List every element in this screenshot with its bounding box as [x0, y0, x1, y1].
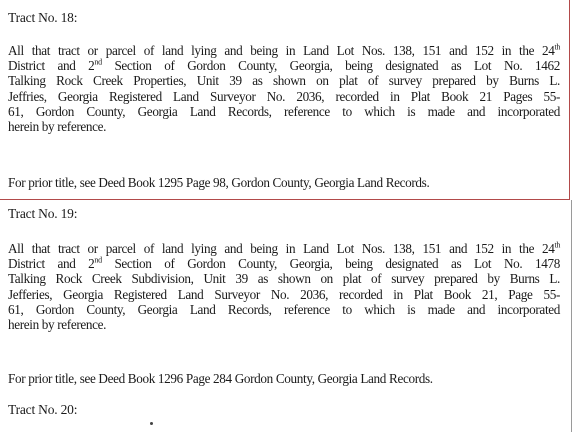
- ordinal-suffix: nd: [94, 255, 102, 265]
- tract-19-line-1: [8, 241, 560, 256]
- tract-18-line-1-text: All that tract or parcel of land lying and being in Land Lot Nos. 138, 151 and 152 in the 24: [8, 43, 555, 58]
- tract-18-line-2b: Section of Gordon County, Georgia, being designated as Lot No. 1462: [101, 58, 561, 74]
- tract-18-line-5: 61, Gordon County, Georgia Land Records, reference to which is made and incorporated: [8, 103, 560, 119]
- tract-19-line-3: Talking Rock Creek Subdivision, Unit 39 as shown on plat of survey prepared by Burns L.: [8, 271, 560, 287]
- tract-19-heading: Tract No. 19:: [8, 206, 78, 221]
- tract-18-line-1: [8, 43, 560, 58]
- tract-19-line-5: 61, Gordon County, Georgia Land Records, reference to which is made and incorporated: [8, 301, 560, 317]
- tract-18-line-3: Talking Rock Creek Properties, Unit 39 as shown on plat of survey prepared by Burns L.: [8, 73, 560, 89]
- tract-19-line-4: Jefferies, Georgia Registered Land Surveyor No. 2036, recorded in Plat Book 21, Page 55-: [8, 286, 560, 302]
- tract-18-line-2a: District and 2: [8, 58, 95, 74]
- tract-19-line-2a: District and 2: [8, 256, 95, 272]
- tract-19-line-2: [8, 256, 560, 271]
- tract-18-prior-title: For prior title, see Deed Book 1295 Page 98, Gordon County, Georgia Land Records.: [8, 175, 430, 190]
- ordinal-suffix: th: [554, 240, 560, 250]
- tract-19-line-1-text: All that tract or parcel of land lying and being in Land Lot Nos. 138, 151 and 152 in the 24: [8, 241, 555, 256]
- ordinal-suffix: th: [554, 42, 560, 52]
- tract-18-line-4: Jeffries, Georgia Registered Land Surveyor No. 2036, recorded in Plat Book 21 Pages 55-: [8, 88, 560, 104]
- tract-18-line-2: [8, 58, 560, 73]
- tract-19-prior-title: For prior title, see Deed Book 1296 Page 284 Gordon County, Georgia Land Records.: [8, 371, 433, 386]
- tract-19-description: [8, 241, 560, 332]
- tract-19-line-2b: Section of Gordon County, Georgia, being designated as Lot No. 1478: [101, 256, 561, 272]
- tract-19-line-6: herein by reference.: [8, 317, 107, 333]
- page-edge-rule: [571, 200, 572, 432]
- tract-18-line-6: herein by reference.: [8, 119, 107, 135]
- ordinal-suffix: nd: [94, 57, 102, 67]
- scan-speck: [150, 422, 153, 425]
- tract-20-heading: Tract No. 20:: [8, 402, 78, 417]
- tract-18-description: [8, 43, 560, 134]
- tract-18-heading: Tract No. 18:: [8, 10, 78, 25]
